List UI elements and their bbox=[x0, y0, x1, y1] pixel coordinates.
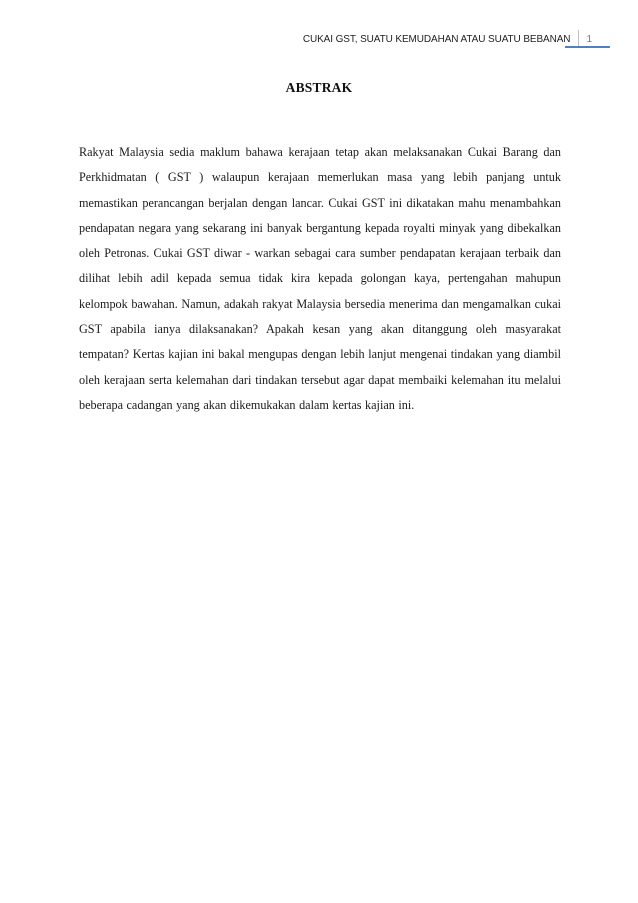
header-accent-rule bbox=[565, 46, 610, 48]
section-heading: ABSTRAK bbox=[285, 80, 353, 95]
header-title: CUKAI GST, SUATU KEMUDAHAN ATAU SUATU BEBANAN bbox=[302, 33, 571, 45]
abstract-paragraph: Rakyat Malaysia sedia maklum bahawa kerajaan tetap akan melaksanakan Cukai Barang dan Perkhidmatan ( GST ) walaupun kerajaan memerlukan masa yang lebih panjang untuk memastikan perancangan berjalan dengan lancar. Cukai GST ini dikatakan mahu menambahkan pendapatan negara yang sekarang ini banyak bergantung kepada royalti minyak yang dibekalkan oleh Petronas. Cukai GST diwar - warkan sebagai cara sumber pendapatan kerajaan terbaik dan dilihat lebih adil kepada semua tidak kira kepada golongan kaya, pertengahan mahupun kelompok bawahan. Namun, adakah rakyat Malaysia bersedia menerima dan mengamalkan cukai GST apabila ianya dilaksanakan? Apakah kesan yang akan ditanggung oleh masyarakat tempatan? Kertas kajian ini bakal mengupas dengan lebih lanjut mengenai tindakan yang diambil oleh kerajaan serta kelemahan dari tindakan tersebut agar dapat membaiki kelemahan itu melalui beberapa cadangan yang akan dikemukakan dalam kertas kajian ini. bbox=[79, 145, 561, 412]
page-header bbox=[303, 30, 610, 48]
page-number: 1 bbox=[586, 33, 592, 45]
